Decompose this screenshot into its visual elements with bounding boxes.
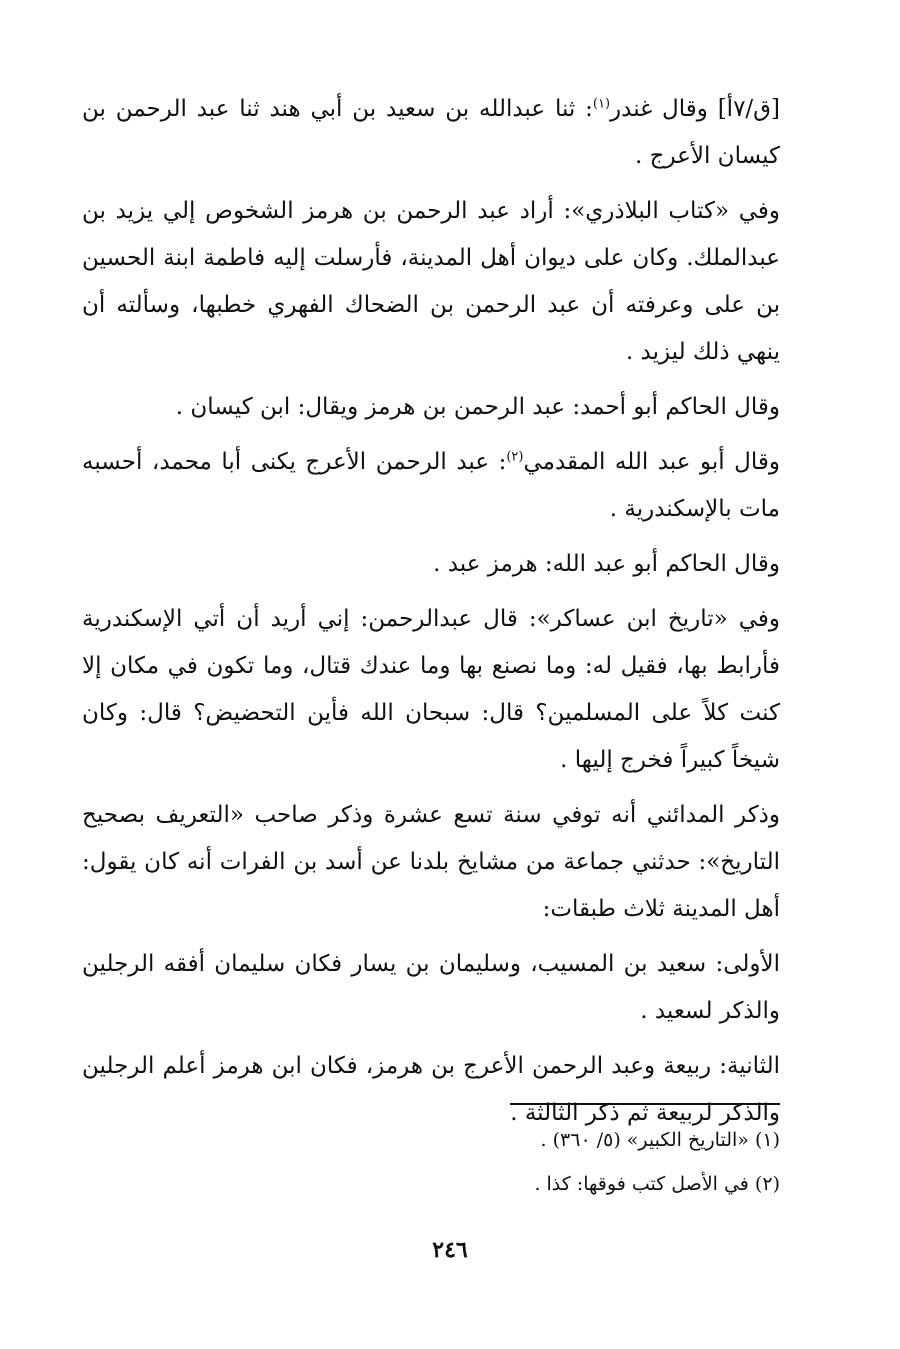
footnote-marker[interactable]: (١) [592,96,611,112]
paragraph [82,439,780,533]
paragraph-text: الأولى: سعيد بن المسيب، وسليمان بن يسار فكان سليمان أفقه الرجلين والذكر لسعيد . [82,951,780,1024]
paragraph-text: : ثنا عبدالله بن سعيد بن أبي هند ثنا عبد الرحمن بن كيسان الأعرج . [82,96,780,169]
footnotes [82,1118,780,1206]
paragraph-text: الثانية: ربيعة وعبد الرحمن الأعرج بن هرمز، فكان ابن هرمز أعلم الرجلين والذكر لربيعة ثم ذكر الثالثة . [82,1053,780,1126]
page-number: ٢٤٦ [432,1237,468,1263]
paragraph [82,941,780,1035]
footnote: (٢) في الأصل كتب فوقها: كذا . [534,1173,780,1195]
footnote-divider [510,1103,780,1105]
paragraph-text: وذكر المدائني أنه توفي سنة تسع عشرة وذكر صاحب «التعريف بصحيح التاريخ»: حدثني جماعة من مشايخ بلدنا عن أسد بن الفرات أنه كان يقول: أهل المدينة ثلاث طبقات: [82,802,780,922]
paragraph [82,384,780,431]
paragraph [82,541,780,588]
paragraph-text: [ق/٧أ] وقال غندر [610,96,780,122]
paragraph [82,792,780,933]
paragraph-text: : عبد الرحمن الأعرج يكنى أبا محمد، أحسبه مات بالإسكندرية . [82,449,780,522]
footnote: (١) «التاريخ الكبير» (٥/ ٣٦٠) . [540,1129,780,1151]
paragraph-text: وقال الحاكم أبو عبد الله: هرمز عبد . [433,551,780,577]
paragraph [82,596,780,784]
paragraph-text: وقال الحاكم أبو أحمد: عبد الرحمن بن هرمز ويقال: ابن كيسان . [175,394,780,420]
main-text [82,86,780,1145]
paragraph [82,86,780,180]
paragraph-text: وفي «كتاب البلاذري»: أراد عبد الرحمن بن هرمز الشخوص إلي يزيد بن عبدالملك. وكان على ديوان أهل المدينة، فأرسلت إليه فاطمة ابنة الحسين بن على وعرفته أن عبد الرحمن بن الضحاك الفهري خطبها، وسألته أن ينهي ذلك ليزيد . [82,198,780,365]
footnote-marker[interactable]: (٢) [506,449,524,465]
paragraph-text: وفي «تاريخ ابن عساكر»: قال عبدالرحمن: إني أريد أن أتي الإسكندرية فأرابط بها، فقيل له: وما نصنع بها وما عندك قتال، وما تكون في مكان إلا كنت كلاً على المسلمين؟ قال: سبحان الله فأين التحضيض؟ قال: وكان شيخاً كبيراً فخرج إليها . [82,606,780,773]
paragraph [82,188,780,376]
paragraph-text: وقال أبو عبد الله المقدمي [523,449,780,475]
